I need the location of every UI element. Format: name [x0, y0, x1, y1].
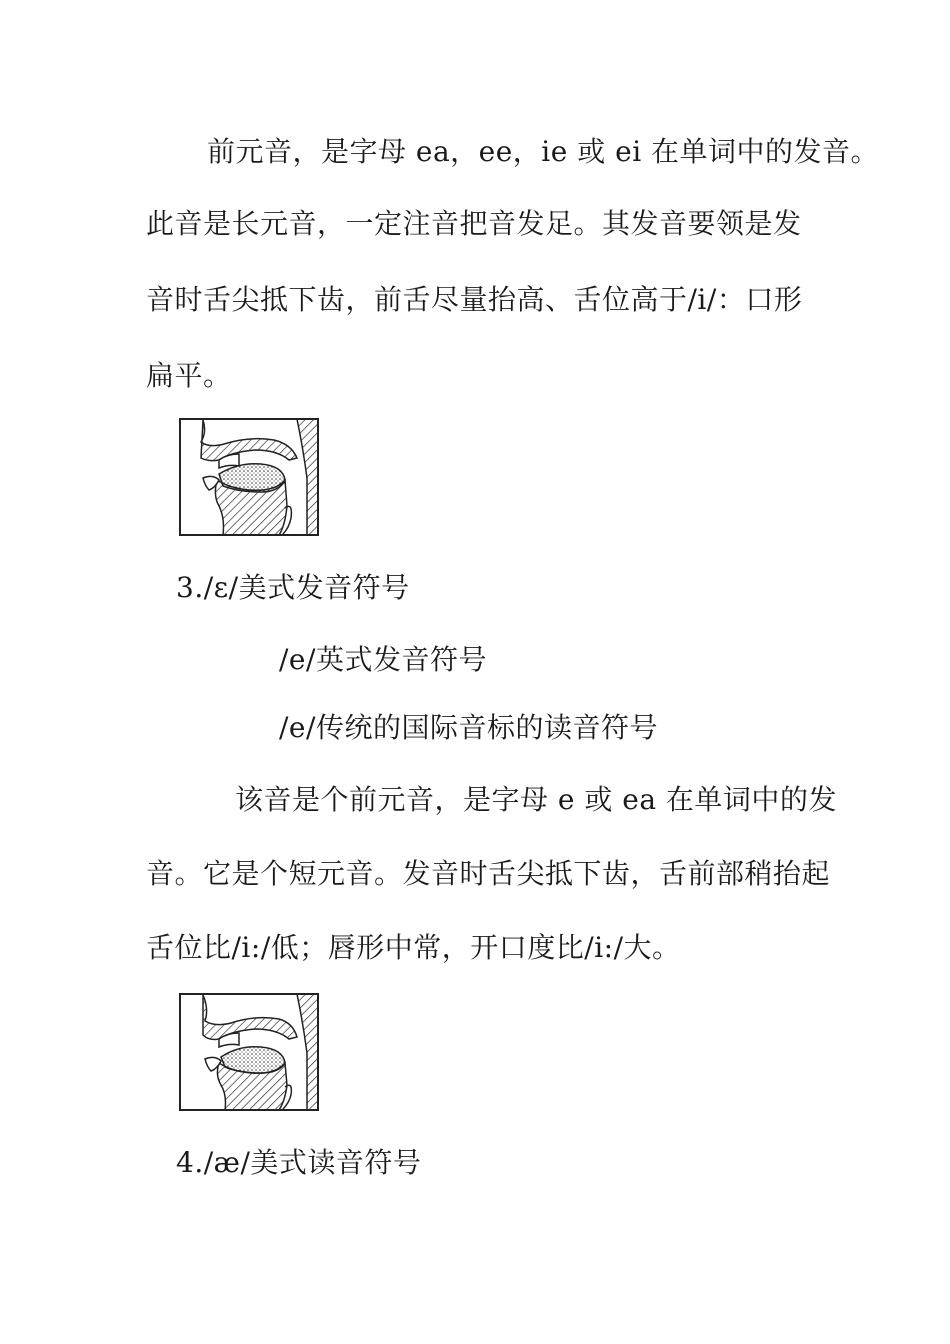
section-heading: 4./æ/美式读音符号 — [176, 1146, 422, 1179]
symbol-variant-line: /e/传统的国际音标的读音符号 — [279, 711, 658, 744]
paragraph-line: 该音是个前元音，是字母 e 或 ea 在单词中的发 — [235, 783, 837, 816]
paragraph-line: 音。它是个短元音。发音时舌尖抵下齿，舌前部稍抬起 — [146, 857, 831, 890]
paragraph-line: 扁平。 — [146, 359, 232, 392]
vowel-tongue-position-icon — [179, 993, 319, 1111]
paragraph-line: 音时舌尖抵下齿，前舌尽量抬高、舌位高于/i/：口形 — [146, 283, 803, 316]
paragraph-line: 前元音，是字母 ea，ee，ie 或 ei 在单词中的发音。 — [207, 135, 880, 168]
paragraph-line: 此音是长元音，一定注音把音发足。其发音要领是发 — [146, 207, 802, 240]
symbol-variant-line: /e/英式发音符号 — [279, 643, 487, 676]
vowel-tongue-position-icon — [179, 418, 319, 536]
section-heading: 3./ɛ/美式发音符号 — [176, 571, 410, 604]
paragraph-line: 舌位比/i:/低；唇形中常，开口度比/i:/大。 — [146, 931, 681, 964]
